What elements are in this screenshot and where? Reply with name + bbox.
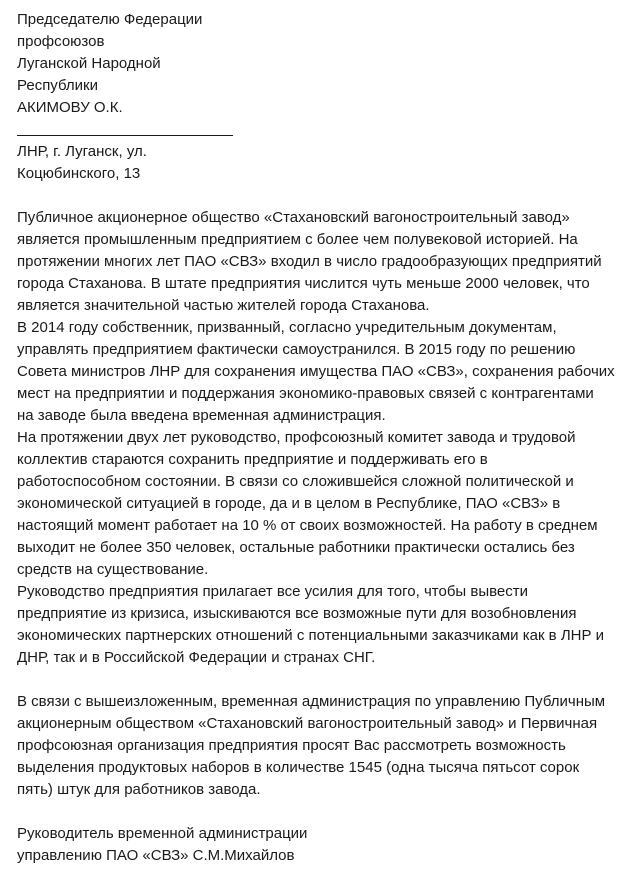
spacer [17, 185, 632, 207]
letter-document [17, 9, 632, 867]
body-line: города Стаханова. В штате предприятия числится чуть меньше 2000 человек, что [17, 275, 590, 292]
addressee-name: АКИМОВУ О.К. [17, 99, 123, 116]
addressee-line: Председателю Федерации [17, 11, 203, 28]
address-block [17, 141, 632, 185]
body-line: управлять предприятием фактически самоустранился. В 2015 году по решению [17, 341, 576, 358]
body-line: предприятие из кризиса, изыскиваются все возможные пути для возобновления [17, 605, 577, 622]
spacer [17, 669, 632, 691]
body-line: работоспособном состоянии. В связи со сложившейся сложной политической и [17, 473, 574, 490]
body-line: средств на существование. [17, 561, 209, 578]
address-line: ЛНР, г. Луганск, ул. [17, 143, 147, 160]
body-line: экономической ситуацией в городе, да и в целом в Республике, ПАО «СВЗ» в [17, 495, 561, 512]
address-line: Коцюбинского, 13 [17, 165, 141, 182]
body-line: настоящий момент работает на 10 % от своих возможностей. На работу в среднем [17, 517, 598, 534]
signature-title: Руководитель временной администрации [17, 825, 308, 842]
body-line: В 2014 году собственник, призванный, согласно учредительным документам, [17, 319, 557, 336]
body-line: на заводе была введена временная администрация. [17, 407, 386, 424]
body-line: Руководство предприятия прилагает все усилия для того, чтобы вывести [17, 583, 529, 600]
body-line: коллектив стараются сохранить предприятие и поддерживать его в [17, 451, 488, 468]
signature-name: управлению ПАО «СВЗ» С.М.Михайлов [17, 847, 295, 864]
body-line: выходит не более 350 человек, остальные работники практически остались без [17, 539, 575, 556]
body-line: мест на предприятии и поддержания экономико-правовых связей с контрагентами [17, 385, 594, 402]
body-paragraph-1 [17, 207, 632, 669]
body-line: является промышленным предприятием с более чем полувековой историей. На [17, 231, 578, 248]
addressee-line: Республики [17, 77, 98, 94]
signature-block [17, 823, 632, 867]
body-line: экономических партнерских отношений с потенциальными заказчиками как в ЛНР и [17, 627, 605, 644]
addressee-line: Луганской Народной [17, 55, 161, 72]
body-line: Совета министров ЛНР для сохранения имущества ПАО «СВЗ», сохранения рабочих [17, 363, 615, 380]
body-line: протяжении многих лет ПАО «СВЗ» входил в число градообразующих предприятий [17, 253, 602, 270]
body-line: является значительной частью жителей города Стаханова. [17, 297, 430, 314]
addressee-line: профсоюзов [17, 33, 105, 50]
body-line: На протяжении двух лет руководство, профсоюзный комитет завода и трудовой [17, 429, 576, 446]
body-line: Публичное акционерное общество «Стахановский вагоностроительный завод» [17, 209, 570, 226]
body-line: выделения продуктовых наборов в количестве 1545 (одна тысяча пятьсот сорок [17, 759, 580, 776]
body-paragraph-2 [17, 691, 632, 801]
body-line: пять) штук для работников завода. [17, 781, 261, 798]
body-line: акционерным обществом «Стахановский вагоностроительный завод» и Первичная [17, 715, 598, 732]
body-line: В связи с вышеизложенным, временная администрация по управлению Публичным [17, 693, 606, 710]
addressee-block [17, 9, 632, 119]
spacer [17, 801, 632, 823]
body-line: ДНР, так и в Российской Федерации и странах СНГ. [17, 649, 376, 666]
signature-rule [17, 119, 233, 141]
body-line: профсоюзная организация предприятия просят Вас рассмотреть возможность [17, 737, 566, 754]
